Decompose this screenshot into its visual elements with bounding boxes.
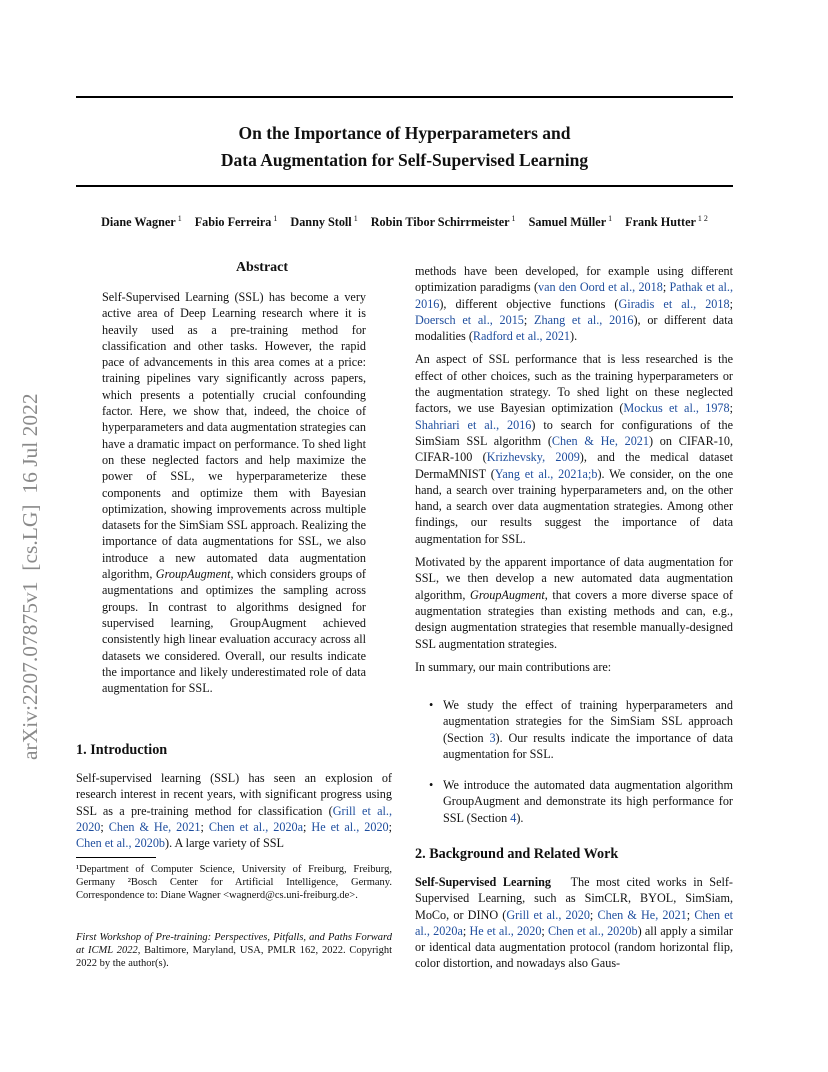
author-name: Frank Hutter — [625, 215, 696, 229]
citation-link[interactable]: Yang et al., 2021a;b — [494, 466, 598, 481]
body-text: ). — [570, 329, 578, 344]
citation-link[interactable]: Shahriari et al., 2016 — [415, 417, 532, 432]
body-text: ; — [589, 907, 598, 922]
footnote-affiliations: ¹Department of Computer Science, University of Freiburg, Freiburg, Germany ²Bosch Center for Artificial Intelligence, Germany. Correspondence to: Diane Wagner <wagnerd@cs.uni-freiburg.de>. — [76, 864, 392, 901]
title-line-1: On the Importance of Hyperparameters and — [238, 123, 571, 143]
body-text: ; — [200, 819, 209, 834]
section-heading-background: 2. Background and Related Work — [415, 846, 619, 862]
run-in-heading: Self-Supervised Learning — [415, 875, 551, 889]
paragraph — [415, 554, 733, 652]
citation-link[interactable]: Chen & He, 2021 — [551, 433, 649, 448]
citation-link[interactable]: Chen & He, 2021 — [597, 907, 687, 922]
body-text: ) all apply a similar or identical data augmentation protocol (random horizontal flip, color distortion, and nowadays also Gaus- — [415, 923, 733, 971]
body-text: ), and the medical dataset DermaMNIST ( — [415, 450, 733, 481]
citation-link[interactable]: Giradis et al., 2018 — [618, 296, 730, 311]
contribution-bullet — [429, 697, 733, 762]
body-text: An aspect of SSL performance that is less researched is the effect of other choices, such as the training hyperparameters or the augmentation strategy. To shed light on these neglected factors, we use Bayesian optimization ( — [415, 352, 733, 416]
section-heading-introduction: 1. Introduction — [76, 742, 168, 758]
body-text: ; — [729, 296, 733, 311]
bullet-mark: • — [429, 698, 434, 712]
body-text: ) to search for configurations of the SimSiam SSL algorithm ( — [415, 417, 733, 448]
abstract-heading: Abstract — [235, 260, 289, 275]
abstract-text: Self-Supervised Learning (SSL) has become a very active area of Deep Learning research where it is heavily used as a pre-training method for classification and other tasks. However, the rapid pace of advancements in this area comes at a price: training pipelines vary significantly across papers, which presents a potentially crucial confounding factor. Here, we show that, indeed, the choice of hyperparameters and data augmentation strategies can have a dramatic impact on performance. To shed light on these neglected factors and help maximize the power of SSL, we hyperparameterize these components and optimize them with Bayesian optimization, showing improvements across multiple datasets for the SimSiam SSL approach. Realizing the importance of data augmentations for SSL, we also introduce a new automated data augmentation algorithm, — [102, 290, 366, 582]
paragraph — [415, 351, 733, 547]
author-affiliation: 1 — [353, 214, 358, 223]
body-text: ). We consider, on the one hand, a search over training hyperparameters and, on the other hand, a search over data augmentation strategies. Among other findings, our results suggest the importance of data augmentation for SSL. — [415, 466, 733, 546]
citation-link[interactable]: Chen et al., 2020a — [415, 907, 734, 938]
body-text: Motivated by the apparent importance of data augmentation for SSL, we then develop a new automated data augmentation algorithm, — [415, 555, 733, 602]
body-text: ; — [303, 819, 312, 834]
paragraph: In summary, our main contributions are: — [415, 659, 612, 674]
body-text: methods have been developed, for example using different optimization paradigms ( — [415, 264, 733, 295]
header-rule-top — [76, 96, 733, 98]
footnote-text: , Baltimore, Maryland, USA, PMLR 162, 2022. Copyright 2022 by the author(s). — [76, 945, 392, 969]
abstract-emphasis: GroupAugment — [155, 567, 231, 582]
citation-link[interactable]: Krizhevsky, 2009 — [486, 450, 580, 465]
body-text: ; — [388, 819, 393, 834]
author-affiliation: 1 — [511, 214, 516, 223]
title-line-2: Data Augmentation for Self-Supervised Learning — [220, 150, 589, 170]
author-name: Robin Tibor Schirrmeister — [370, 215, 510, 229]
author-list — [76, 214, 733, 230]
citation-link[interactable]: He et al., 2020 — [311, 819, 389, 834]
author — [101, 215, 182, 229]
citation-link[interactable]: Chen et al., 2020a — [208, 819, 304, 834]
bullet-text — [443, 777, 733, 826]
citation-link[interactable]: Doersch et al., 2015 — [415, 312, 524, 327]
citation-link[interactable]: Grill et al., 2020 — [506, 907, 590, 922]
author-affiliation: 1 — [608, 214, 613, 223]
footnote-venue — [76, 931, 392, 970]
body-text: ), or different data modalities ( — [415, 312, 734, 344]
bullet-mark: • — [429, 778, 434, 792]
author — [529, 215, 613, 229]
arxiv-stamp: arXiv:2207.07875v1 [cs.LG] 16 Jul 2022 — [18, 393, 42, 760]
author-name: Samuel Müller — [528, 215, 607, 229]
body-text: ) on CIFAR-10, CIFAR-100 ( — [415, 433, 733, 465]
intro-paragraph — [76, 770, 392, 851]
citation-link[interactable]: Pathak et al., 2016 — [415, 280, 733, 311]
body-text: ; — [729, 401, 733, 416]
body-text: , that covers a more diverse space of augmentation strategies than existing methods and can, e.g., design augmentation strategies that resemble manually-designed SSL augmentation strategies. — [415, 587, 733, 651]
author — [195, 215, 278, 229]
body-text: ). — [516, 810, 524, 825]
body-text: ). Our results indicate the importance of data augmentation for SSL. — [443, 730, 733, 761]
citation-link[interactable]: He et al., 2020 — [469, 923, 542, 938]
paragraph — [415, 263, 733, 344]
body-text: ; — [541, 923, 549, 938]
author-name: Diane Wagner — [101, 215, 176, 229]
body-text: ; — [662, 280, 670, 295]
section-ref-link[interactable]: 3 — [489, 730, 496, 745]
citation-link[interactable]: van den Oord et al., 2018 — [538, 280, 663, 295]
body-text: We study the effect of training hyperparameters and augmentation strategies for the SimSiam SSL approach (Section — [443, 698, 733, 745]
abstract-body — [102, 289, 366, 696]
citation-link[interactable]: Grill et al., 2020 — [76, 803, 392, 834]
bullet-text — [443, 697, 733, 762]
citation-link[interactable]: Chen et al., 2020b — [76, 836, 166, 851]
author — [290, 215, 357, 229]
body-text: ), different objective functions ( — [439, 296, 619, 311]
body-text: The most cited works in Self-Supervised Learning, such as SimCLR, BYOL, SimSiam, MoCo, or DINO ( — [415, 875, 737, 922]
body-text: We introduce the automated data augmentation algorithm GroupAugment and demonstrate its high performance for SSL (Section — [443, 778, 733, 825]
header-rule-bottom — [76, 185, 733, 187]
author — [625, 215, 708, 229]
body-text: ; — [686, 907, 695, 922]
footnote-rule — [76, 857, 156, 858]
body-text: Self-supervised learning (SSL) has seen an explosion of research interest in recent years, with significant progress using SSL as a pre-training method for classification ( — [76, 771, 392, 818]
citation-link[interactable]: Chen & He, 2021 — [108, 819, 201, 834]
citation-link[interactable]: Radford et al., 2021 — [472, 329, 571, 344]
author-affiliation: 1 2 — [697, 214, 708, 223]
body-text: ; — [100, 819, 109, 834]
body-text: ; — [523, 312, 535, 327]
author-affiliation: 1 — [177, 214, 182, 223]
author — [371, 215, 516, 229]
background-paragraph — [415, 874, 737, 972]
paper-title — [76, 120, 733, 174]
right-column-text — [415, 263, 733, 682]
body-text: ). A large variety of SSL — [165, 836, 284, 851]
section-ref-link[interactable]: 4 — [510, 810, 517, 825]
author-name: Fabio Ferreira — [194, 215, 272, 229]
emphasis: GroupAugment — [470, 587, 545, 602]
citation-link[interactable]: Mockus et al., 1978 — [623, 401, 730, 416]
citation-link[interactable]: Zhang et al., 2016 — [534, 312, 634, 327]
body-text: ; — [462, 923, 470, 938]
author-name: Danny Stoll — [290, 215, 352, 229]
citation-link[interactable]: Chen et al., 2020b — [548, 923, 638, 938]
contribution-bullet — [429, 777, 733, 826]
author-affiliation: 1 — [273, 214, 278, 223]
venue-name: First Workshop of Pre-training: Perspectives, Pitfalls, and Paths Forward at ICML 2022 — [76, 932, 392, 956]
abstract-text: , which considers groups of augmentations and optimizes the sampling across groups. In contrast to algorithms designed for supervised learning, GroupAugment achieved consistently high linear evaluation accuracy across all datasets we considered. Overall, our results indicate the importance and likely underestimated role of data augmentation for SSL. — [102, 567, 366, 696]
